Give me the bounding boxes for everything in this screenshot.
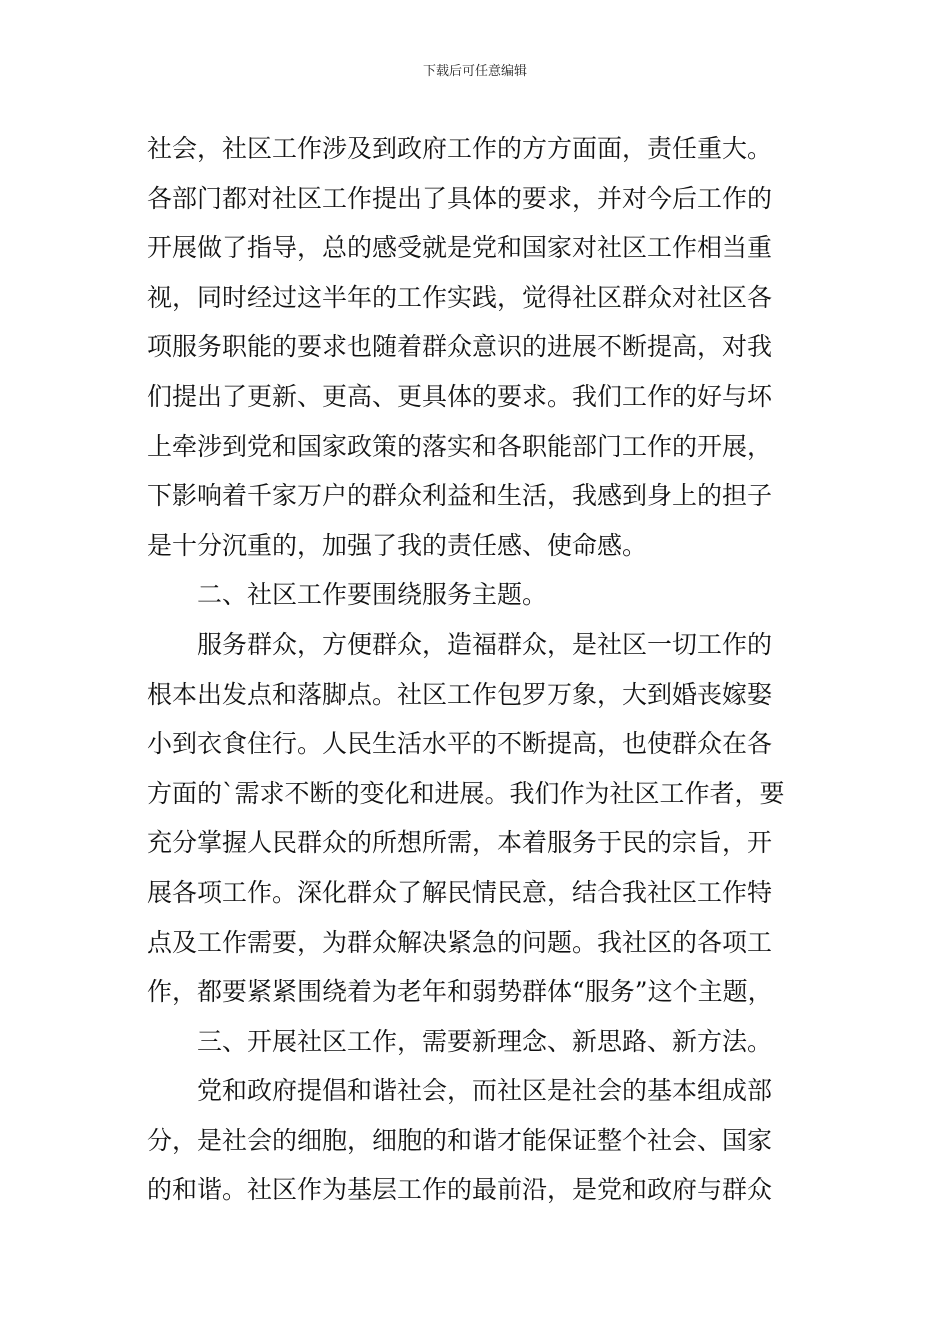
text-line: 上牵涉到党和国家政策的落实和各职能部门工作的开展， (147, 431, 773, 461)
text-line: 的和谐。社区作为基层工作的最前沿，是党和政府与群众 (147, 1175, 773, 1205)
text-line: 项服务职能的要求也随着群众意识的进展不断提高，对我 (147, 332, 773, 362)
text-line: 是十分沉重的，加强了我的责任感、使命感。 (147, 530, 648, 560)
text-line: 们提出了更新、更高、更具体的要求。我们工作的好与坏 (147, 381, 773, 411)
text-line: 作，都要紧紧围绕着为老年和弱势群体“服务”这个主题， (147, 977, 773, 1007)
section-heading-2: 二、社区工作要围绕服务主题。 (197, 580, 548, 610)
text-line: 党和政府提倡和谐社会，而社区是社会的基本组成部 (197, 1076, 773, 1106)
text-line: 充分掌握人民群众的所想所需，本着服务于民的宗旨，开 (147, 828, 773, 858)
text-line: 服务群众，方便群众，造福群众，是社区一切工作的 (197, 629, 773, 659)
text-line: 下影响着千家万户的群众利益和生活，我感到身上的担子 (147, 481, 773, 511)
text-line: 分，是社会的细胞，细胞的和谐才能保证整个社会、国家 (147, 1125, 773, 1155)
page-header: 下载后可任意编辑 (422, 64, 527, 79)
text-line: 开展做了指导，总的感受就是党和国家对社区工作相当重 (147, 233, 773, 263)
section-heading-3: 三、开展社区工作，需要新理念、新思路、新方法。 (197, 1026, 773, 1056)
text-line: 小到衣食住行。人民生活水平的不断提高，也使群众在各 (147, 729, 773, 759)
text-line: 点及工作需要，为群众解决紧急的问题。我社区的各项工 (147, 927, 773, 957)
text-line: 展各项工作。深化群众了解民情民意，结合我社区工作特 (147, 877, 773, 907)
text-line: 视，同时经过这半年的工作实践，觉得社区群众对社区各 (147, 282, 773, 312)
text-line: 社会，社区工作涉及到政府工作的方方面面，责任重大。 (147, 134, 773, 163)
text-line: 方面的`需求不断的变化和进展。我们作为社区工作者，要 (147, 778, 785, 808)
document-body (147, 124, 807, 1215)
text-line: 各部门都对社区工作提出了具体的要求，并对今后工作的 (147, 183, 773, 213)
text-line: 根本出发点和落脚点。社区工作包罗万象，大到婚丧嫁娶 (147, 679, 773, 709)
